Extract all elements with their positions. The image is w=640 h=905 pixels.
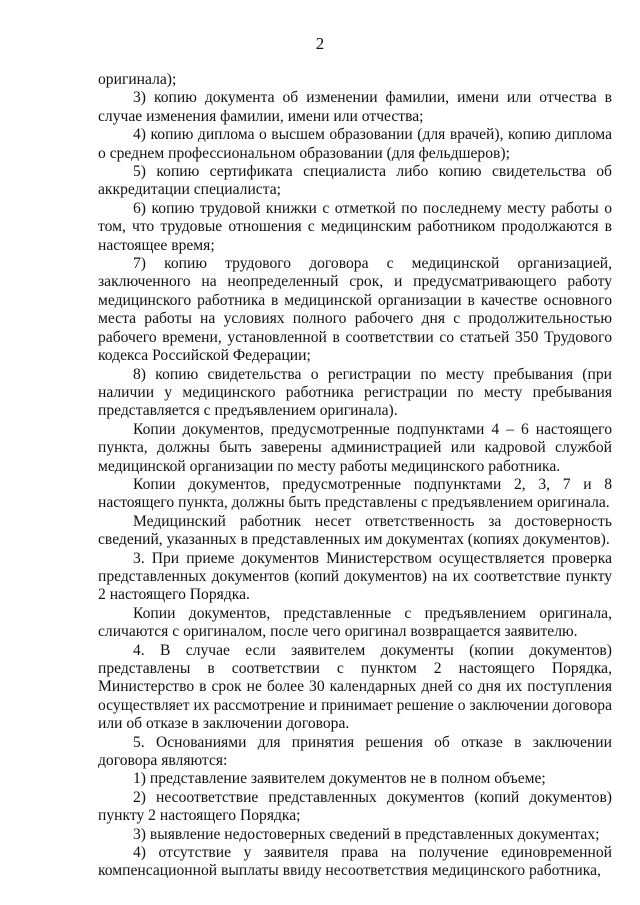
paragraph-section-3: 3. При приеме документов Министерством осуществляется проверка представленных документов (копий документов) на их соответствие пункту 2 настоящего Порядка. — [98, 549, 612, 604]
paragraph-refusal-1: 1) представление заявителем документов не в полном объеме; — [133, 770, 546, 788]
paragraph-responsibility: Медицинский работник несет ответственность за достоверность сведений, указанных в представленных им документах (копиях документов). — [98, 512, 612, 549]
paragraph-copies-original: Копии документов, предусмотренные подпунктами 2, 3, 7 и 8 настоящего пункта, должны быть представлены с предъявлением оригинала. — [98, 475, 612, 512]
page-number: 2 — [315, 34, 325, 53]
paragraph-item-3: 3) копию документа об изменении фамилии, имени или отчества в случае изменения фамилии, имени или отчества; — [98, 89, 612, 125]
paragraph-item-7: 7) копию трудового договора с медицинской организацией, заключенного на неопределенный срок, и предусматривающего работу медицинского работника в медицинской организации в качестве основного места работы на условиях полного рабочего дня с продолжительностью рабочего времени, установленной в соответствии со статьей 350 Трудового кодекса Российской Федерации; — [98, 255, 612, 365]
paragraph-copies-certified: Копии документов, предусмотренные подпунктами 4 – 6 настоящего пункта, должны быть заверены администрацией или кадровой службой медицинской организации по месту работы медицинского работника. — [98, 420, 612, 475]
paragraph-item-6: 6) копию трудовой книжки с отметкой по последнему месту работы о том, что трудовые отношения с медицинским работником продолжаются в настоящее время; — [98, 199, 612, 254]
paragraph-refusal-4: 4) отсутствие у заявителя права на получение единовременной компенсационной выплаты ввиду несоответствия медицинского работника, — [98, 844, 612, 880]
paragraph-item-8: 8) копию свидетельства о регистрации по месту пребывания (при наличии у медицинского работника регистрации по месту пребывания представляется с предъявлением оригинала). — [98, 365, 612, 420]
paragraph-item-4: 4) копию диплома о высшем образовании (для врачей), копию диплома о среднем профессиональном образовании (для фельдшеров); — [98, 126, 612, 162]
paragraph-continuation: оригинала); — [98, 71, 177, 88]
paragraph-item-5: 5) копию сертификата специалиста либо копию свидетельства об аккредитации специалиста; — [98, 163, 612, 199]
paragraph-refusal-3: 3) выявление недостоверных сведений в представленных документах; — [133, 825, 600, 843]
paragraph-section-5: 5. Основаниями для принятия решения об отказе в заключении договора являются: — [98, 733, 612, 770]
paragraph-copies-compared: Копии документов, представленные с предъявлением оригинала, сличаются с оригиналом, после чего оригинал возвращается заявителю. — [98, 604, 612, 641]
paragraph-section-4: 4. В случае если заявителем документы (копии документов) представлены в соответствии с пунктом 2 настоящего Порядка, Министерство в срок не более 30 календарных дней со дня их поступления осуществляет их рассмотрение и принимает решение о заключении договора или об отказе в заключении договора. — [98, 641, 612, 733]
paragraph-refusal-2: 2) несоответствие представленных документов (копий документов) пункту 2 настоящего Порядка; — [98, 788, 612, 825]
document-body — [98, 71, 612, 881]
